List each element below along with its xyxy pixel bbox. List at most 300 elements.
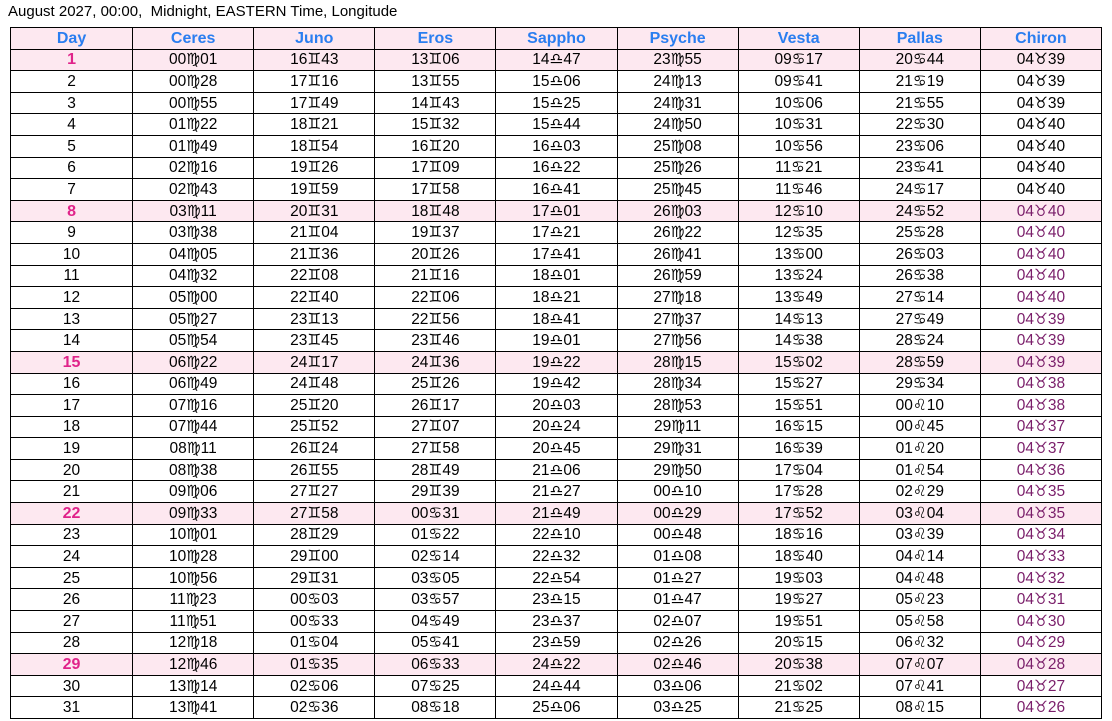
eros-cell: 21♊16	[375, 265, 496, 287]
ceres-cell: 12♍18	[133, 632, 254, 654]
psyche-cell: 25♍45	[617, 179, 738, 201]
header-sappho: Sappho	[496, 28, 617, 50]
header-day: Day	[11, 28, 133, 50]
pallas-cell: 20♋44	[859, 49, 980, 71]
eros-cell: 03♋05	[375, 567, 496, 589]
juno-cell: 02♋06	[254, 675, 375, 697]
header-pallas: Pallas	[859, 28, 980, 50]
table-row	[11, 438, 1102, 460]
pallas-cell: 03♌04	[859, 503, 980, 525]
psyche-cell: 01♎08	[617, 546, 738, 568]
sappho-cell: 22♎32	[496, 546, 617, 568]
table-row	[11, 243, 1102, 265]
sappho-cell: 22♎54	[496, 567, 617, 589]
header-vesta: Vesta	[738, 28, 859, 50]
pallas-cell: 24♋52	[859, 200, 980, 222]
ceres-cell: 00♍55	[133, 92, 254, 114]
sappho-cell: 17♎41	[496, 243, 617, 265]
ceres-cell: 08♍38	[133, 459, 254, 481]
psyche-cell: 28♍34	[617, 373, 738, 395]
pallas-cell: 26♋03	[859, 243, 980, 265]
eros-cell: 28♊49	[375, 459, 496, 481]
table-row	[11, 481, 1102, 503]
vesta-cell: 15♋51	[738, 395, 859, 417]
day-cell: 7	[11, 179, 133, 201]
table-row	[11, 351, 1102, 373]
eros-cell: 06♋33	[375, 654, 496, 676]
eros-cell: 27♊58	[375, 438, 496, 460]
day-cell: 2	[11, 71, 133, 93]
pallas-cell: 28♋59	[859, 351, 980, 373]
table-row	[11, 114, 1102, 136]
day-cell: 29	[11, 654, 133, 676]
chiron-cell: 04♉40	[980, 222, 1101, 244]
sappho-cell: 21♎06	[496, 459, 617, 481]
table-row	[11, 416, 1102, 438]
psyche-cell: 01♎47	[617, 589, 738, 611]
vesta-cell: 18♋40	[738, 546, 859, 568]
vesta-cell: 10♋31	[738, 114, 859, 136]
juno-cell: 01♋35	[254, 654, 375, 676]
day-cell: 24	[11, 546, 133, 568]
sappho-cell: 15♎44	[496, 114, 617, 136]
table-row	[11, 632, 1102, 654]
chiron-cell: 04♉39	[980, 92, 1101, 114]
juno-cell: 26♊55	[254, 459, 375, 481]
sappho-cell: 25♎06	[496, 697, 617, 719]
table-row	[11, 222, 1102, 244]
ceres-cell: 13♍41	[133, 697, 254, 719]
juno-cell: 22♊40	[254, 287, 375, 309]
day-cell: 19	[11, 438, 133, 460]
vesta-cell: 14♋38	[738, 330, 859, 352]
sappho-cell: 15♎25	[496, 92, 617, 114]
chiron-cell: 04♉39	[980, 351, 1101, 373]
ceres-cell: 04♍32	[133, 265, 254, 287]
day-cell: 6	[11, 157, 133, 179]
juno-cell: 18♊21	[254, 114, 375, 136]
eros-cell: 27♊07	[375, 416, 496, 438]
eros-cell: 00♋31	[375, 503, 496, 525]
day-cell: 4	[11, 114, 133, 136]
pallas-cell: 01♌54	[859, 459, 980, 481]
psyche-cell: 23♍55	[617, 49, 738, 71]
chiron-cell: 04♉31	[980, 589, 1101, 611]
ceres-cell: 05♍00	[133, 287, 254, 309]
vesta-cell: 11♋46	[738, 179, 859, 201]
ceres-cell: 02♍43	[133, 179, 254, 201]
chiron-cell: 04♉26	[980, 697, 1101, 719]
ceres-cell: 11♍23	[133, 589, 254, 611]
sappho-cell: 18♎21	[496, 287, 617, 309]
chiron-cell: 04♉34	[980, 524, 1101, 546]
eros-cell: 03♋57	[375, 589, 496, 611]
day-cell: 28	[11, 632, 133, 654]
sappho-cell: 17♎21	[496, 222, 617, 244]
table-row	[11, 459, 1102, 481]
eros-cell: 18♊48	[375, 200, 496, 222]
sappho-cell: 19♎22	[496, 351, 617, 373]
psyche-cell: 01♎27	[617, 567, 738, 589]
sappho-cell: 17♎01	[496, 200, 617, 222]
day-cell: 3	[11, 92, 133, 114]
table-row	[11, 71, 1102, 93]
pallas-cell: 27♋49	[859, 308, 980, 330]
pallas-cell: 00♌45	[859, 416, 980, 438]
ceres-cell: 07♍44	[133, 416, 254, 438]
ceres-cell: 10♍01	[133, 524, 254, 546]
juno-cell: 29♊00	[254, 546, 375, 568]
eros-cell: 13♊06	[375, 49, 496, 71]
pallas-cell: 21♋19	[859, 71, 980, 93]
ceres-cell: 10♍56	[133, 567, 254, 589]
chiron-cell: 04♉27	[980, 675, 1101, 697]
chiron-cell: 04♉40	[980, 179, 1101, 201]
header-ceres: Ceres	[133, 28, 254, 50]
table-row	[11, 287, 1102, 309]
ceres-cell: 05♍54	[133, 330, 254, 352]
pallas-cell: 04♌14	[859, 546, 980, 568]
chiron-cell: 04♉38	[980, 395, 1101, 417]
vesta-cell: 19♋27	[738, 589, 859, 611]
psyche-cell: 26♍22	[617, 222, 738, 244]
juno-cell: 01♋04	[254, 632, 375, 654]
header-juno: Juno	[254, 28, 375, 50]
ceres-cell: 05♍27	[133, 308, 254, 330]
table-row	[11, 49, 1102, 71]
day-cell: 16	[11, 373, 133, 395]
table-row	[11, 567, 1102, 589]
day-cell: 30	[11, 675, 133, 697]
vesta-cell: 12♋35	[738, 222, 859, 244]
psyche-cell: 24♍31	[617, 92, 738, 114]
ceres-cell: 00♍01	[133, 49, 254, 71]
juno-cell: 00♋03	[254, 589, 375, 611]
chiron-cell: 04♉40	[980, 157, 1101, 179]
table-row	[11, 546, 1102, 568]
ceres-cell: 06♍22	[133, 351, 254, 373]
chiron-cell: 04♉32	[980, 567, 1101, 589]
sappho-cell: 18♎41	[496, 308, 617, 330]
eros-cell: 17♊58	[375, 179, 496, 201]
day-cell: 26	[11, 589, 133, 611]
day-cell: 5	[11, 135, 133, 157]
header-eros: Eros	[375, 28, 496, 50]
pallas-cell: 24♋17	[859, 179, 980, 201]
chiron-cell: 04♉36	[980, 459, 1101, 481]
day-cell: 20	[11, 459, 133, 481]
psyche-cell: 03♎25	[617, 697, 738, 719]
chiron-cell: 04♉39	[980, 330, 1101, 352]
day-cell: 11	[11, 265, 133, 287]
table-row	[11, 92, 1102, 114]
psyche-cell: 27♍56	[617, 330, 738, 352]
day-cell: 12	[11, 287, 133, 309]
chiron-cell: 04♉40	[980, 135, 1101, 157]
page-title: August 2027, 00:00, Midnight, EASTERN Time, Longitude	[8, 3, 398, 20]
eros-cell: 08♋18	[375, 697, 496, 719]
chiron-cell: 04♉37	[980, 438, 1101, 460]
eros-cell: 04♋49	[375, 611, 496, 633]
psyche-cell: 24♍13	[617, 71, 738, 93]
psyche-cell: 03♎06	[617, 675, 738, 697]
eros-cell: 29♊39	[375, 481, 496, 503]
table-row	[11, 675, 1102, 697]
vesta-cell: 13♋24	[738, 265, 859, 287]
sappho-cell: 20♎03	[496, 395, 617, 417]
day-cell: 21	[11, 481, 133, 503]
juno-cell: 17♊16	[254, 71, 375, 93]
ceres-cell: 06♍49	[133, 373, 254, 395]
table-row	[11, 524, 1102, 546]
vesta-cell: 21♋25	[738, 697, 859, 719]
table-row	[11, 179, 1102, 201]
juno-cell: 28♊29	[254, 524, 375, 546]
day-cell: 15	[11, 351, 133, 373]
chiron-cell: 04♉30	[980, 611, 1101, 633]
psyche-cell: 26♍03	[617, 200, 738, 222]
pallas-cell: 06♌32	[859, 632, 980, 654]
ceres-cell: 00♍28	[133, 71, 254, 93]
day-cell: 1	[11, 49, 133, 71]
day-cell: 8	[11, 200, 133, 222]
day-cell: 14	[11, 330, 133, 352]
vesta-cell: 20♋15	[738, 632, 859, 654]
juno-cell: 23♊13	[254, 308, 375, 330]
eros-cell: 23♊46	[375, 330, 496, 352]
sappho-cell: 22♎10	[496, 524, 617, 546]
psyche-cell: 29♍11	[617, 416, 738, 438]
chiron-cell: 04♉40	[980, 243, 1101, 265]
juno-cell: 27♊58	[254, 503, 375, 525]
psyche-cell: 02♎07	[617, 611, 738, 633]
chiron-cell: 04♉40	[980, 114, 1101, 136]
table-row	[11, 200, 1102, 222]
eros-cell: 17♊09	[375, 157, 496, 179]
day-cell: 22	[11, 503, 133, 525]
psyche-cell: 00♎10	[617, 481, 738, 503]
sappho-cell: 20♎45	[496, 438, 617, 460]
psyche-cell: 27♍37	[617, 308, 738, 330]
eros-cell: 22♊56	[375, 308, 496, 330]
day-cell: 23	[11, 524, 133, 546]
vesta-cell: 21♋02	[738, 675, 859, 697]
juno-cell: 23♊45	[254, 330, 375, 352]
juno-cell: 16♊43	[254, 49, 375, 71]
eros-cell: 15♊32	[375, 114, 496, 136]
pallas-cell: 25♋28	[859, 222, 980, 244]
pallas-cell: 07♌07	[859, 654, 980, 676]
juno-cell: 00♋33	[254, 611, 375, 633]
eros-cell: 16♊20	[375, 135, 496, 157]
vesta-cell: 18♋16	[738, 524, 859, 546]
chiron-cell: 04♉35	[980, 481, 1101, 503]
ceres-cell: 09♍06	[133, 481, 254, 503]
vesta-cell: 17♋28	[738, 481, 859, 503]
pallas-cell: 08♌15	[859, 697, 980, 719]
vesta-cell: 20♋38	[738, 654, 859, 676]
vesta-cell: 15♋27	[738, 373, 859, 395]
psyche-cell: 26♍59	[617, 265, 738, 287]
psyche-cell: 28♍15	[617, 351, 738, 373]
pallas-cell: 05♌58	[859, 611, 980, 633]
chiron-cell: 04♉37	[980, 416, 1101, 438]
header-chiron: Chiron	[980, 28, 1101, 50]
juno-cell: 29♊31	[254, 567, 375, 589]
juno-cell: 21♊36	[254, 243, 375, 265]
juno-cell: 24♊48	[254, 373, 375, 395]
table-row	[11, 589, 1102, 611]
vesta-cell: 13♋49	[738, 287, 859, 309]
day-cell: 27	[11, 611, 133, 633]
psyche-cell: 29♍50	[617, 459, 738, 481]
sappho-cell: 14♎47	[496, 49, 617, 71]
eros-cell: 14♊43	[375, 92, 496, 114]
juno-cell: 17♊49	[254, 92, 375, 114]
pallas-cell: 29♋34	[859, 373, 980, 395]
table-row	[11, 157, 1102, 179]
pallas-cell: 22♋30	[859, 114, 980, 136]
eros-cell: 26♊17	[375, 395, 496, 417]
chiron-cell: 04♉40	[980, 200, 1101, 222]
table-row	[11, 503, 1102, 525]
sappho-cell: 23♎59	[496, 632, 617, 654]
sappho-cell: 16♎03	[496, 135, 617, 157]
juno-cell: 25♊52	[254, 416, 375, 438]
vesta-cell: 14♋13	[738, 308, 859, 330]
psyche-cell: 24♍50	[617, 114, 738, 136]
sappho-cell: 23♎37	[496, 611, 617, 633]
day-cell: 31	[11, 697, 133, 719]
psyche-cell: 29♍31	[617, 438, 738, 460]
juno-cell: 19♊26	[254, 157, 375, 179]
sappho-cell: 19♎42	[496, 373, 617, 395]
vesta-cell: 19♋51	[738, 611, 859, 633]
chiron-cell: 04♉33	[980, 546, 1101, 568]
vesta-cell: 12♋10	[738, 200, 859, 222]
vesta-cell: 09♋41	[738, 71, 859, 93]
chiron-cell: 04♉28	[980, 654, 1101, 676]
sappho-cell: 24♎44	[496, 675, 617, 697]
sappho-cell: 16♎41	[496, 179, 617, 201]
eros-cell: 05♋41	[375, 632, 496, 654]
ceres-cell: 04♍05	[133, 243, 254, 265]
ceres-cell: 10♍28	[133, 546, 254, 568]
vesta-cell: 09♋17	[738, 49, 859, 71]
vesta-cell: 17♋52	[738, 503, 859, 525]
table-row	[11, 135, 1102, 157]
juno-cell: 24♊17	[254, 351, 375, 373]
table-row	[11, 611, 1102, 633]
psyche-cell: 00♎29	[617, 503, 738, 525]
eros-cell: 20♊26	[375, 243, 496, 265]
vesta-cell: 16♋15	[738, 416, 859, 438]
psyche-cell: 25♍26	[617, 157, 738, 179]
eros-cell: 01♋22	[375, 524, 496, 546]
juno-cell: 19♊59	[254, 179, 375, 201]
sappho-cell: 23♎15	[496, 589, 617, 611]
juno-cell: 20♊31	[254, 200, 375, 222]
pallas-cell: 23♋06	[859, 135, 980, 157]
header-psyche: Psyche	[617, 28, 738, 50]
sappho-cell: 16♎22	[496, 157, 617, 179]
eros-cell: 13♊55	[375, 71, 496, 93]
chiron-cell: 04♉39	[980, 308, 1101, 330]
sappho-cell: 19♎01	[496, 330, 617, 352]
psyche-cell: 28♍53	[617, 395, 738, 417]
sappho-cell: 21♎49	[496, 503, 617, 525]
eros-cell: 25♊26	[375, 373, 496, 395]
juno-cell: 21♊04	[254, 222, 375, 244]
sappho-cell: 21♎27	[496, 481, 617, 503]
juno-cell: 18♊54	[254, 135, 375, 157]
vesta-cell: 10♋56	[738, 135, 859, 157]
vesta-cell: 15♋02	[738, 351, 859, 373]
psyche-cell: 02♎46	[617, 654, 738, 676]
table-row	[11, 308, 1102, 330]
eros-cell: 19♊37	[375, 222, 496, 244]
day-cell: 18	[11, 416, 133, 438]
sappho-cell: 20♎24	[496, 416, 617, 438]
juno-cell: 22♊08	[254, 265, 375, 287]
juno-cell: 02♋36	[254, 697, 375, 719]
psyche-cell: 25♍08	[617, 135, 738, 157]
pallas-cell: 03♌39	[859, 524, 980, 546]
sappho-cell: 15♎06	[496, 71, 617, 93]
ceres-cell: 09♍33	[133, 503, 254, 525]
eros-cell: 24♊36	[375, 351, 496, 373]
sappho-cell: 24♎22	[496, 654, 617, 676]
chiron-cell: 04♉38	[980, 373, 1101, 395]
ceres-cell: 07♍16	[133, 395, 254, 417]
table-row	[11, 654, 1102, 676]
ceres-cell: 03♍38	[133, 222, 254, 244]
vesta-cell: 11♋21	[738, 157, 859, 179]
ceres-cell: 01♍22	[133, 114, 254, 136]
vesta-cell: 16♋39	[738, 438, 859, 460]
table-row	[11, 697, 1102, 719]
vesta-cell: 17♋04	[738, 459, 859, 481]
ceres-cell: 03♍11	[133, 200, 254, 222]
ceres-cell: 11♍51	[133, 611, 254, 633]
pallas-cell: 02♌29	[859, 481, 980, 503]
pallas-cell: 05♌23	[859, 589, 980, 611]
vesta-cell: 13♋00	[738, 243, 859, 265]
psyche-cell: 27♍18	[617, 287, 738, 309]
chiron-cell: 04♉39	[980, 71, 1101, 93]
ephemeris-table	[10, 27, 1102, 719]
table-row	[11, 265, 1102, 287]
ceres-cell: 12♍46	[133, 654, 254, 676]
day-cell: 17	[11, 395, 133, 417]
eros-cell: 02♋14	[375, 546, 496, 568]
psyche-cell: 00♎48	[617, 524, 738, 546]
pallas-cell: 21♋55	[859, 92, 980, 114]
chiron-cell: 04♉40	[980, 265, 1101, 287]
vesta-cell: 19♋03	[738, 567, 859, 589]
psyche-cell: 26♍41	[617, 243, 738, 265]
day-cell: 9	[11, 222, 133, 244]
chiron-cell: 04♉29	[980, 632, 1101, 654]
pallas-cell: 00♌10	[859, 395, 980, 417]
pallas-cell: 07♌41	[859, 675, 980, 697]
day-cell: 13	[11, 308, 133, 330]
chiron-cell: 04♉40	[980, 287, 1101, 309]
day-cell: 10	[11, 243, 133, 265]
eros-cell: 07♋25	[375, 675, 496, 697]
sappho-cell: 18♎01	[496, 265, 617, 287]
ceres-cell: 01♍49	[133, 135, 254, 157]
